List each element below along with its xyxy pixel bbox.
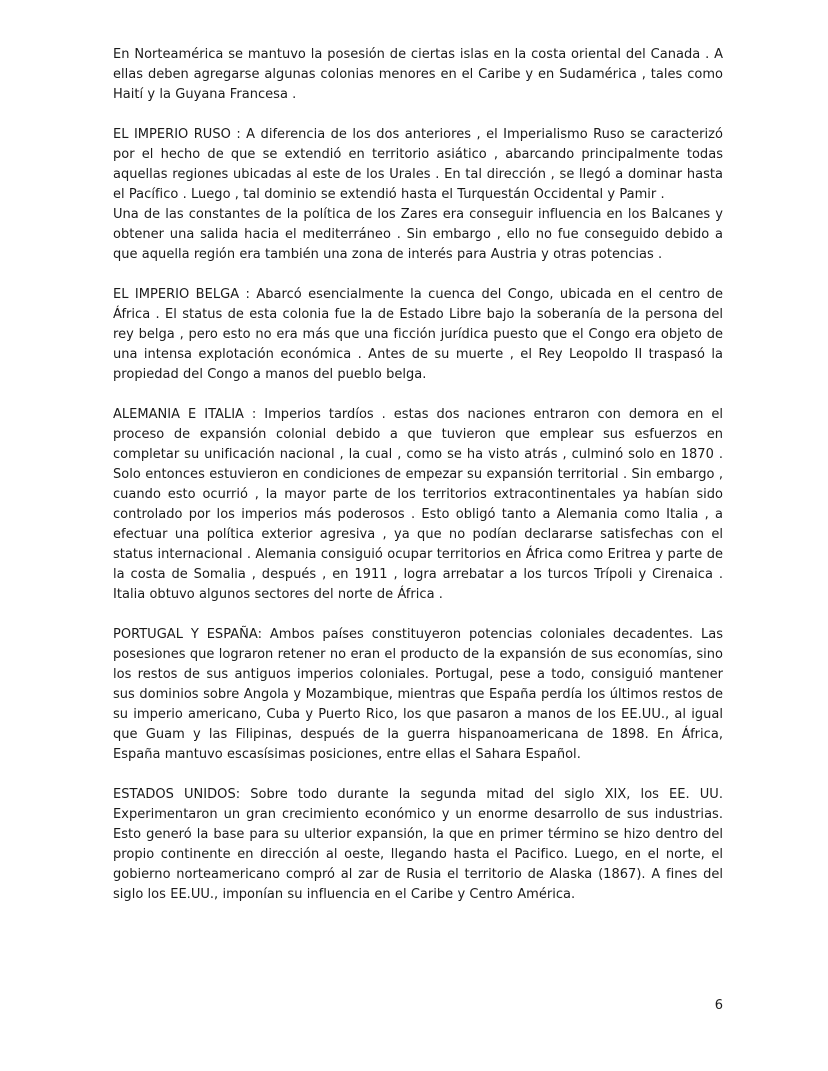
paragraph-norteamerica: En Norteamérica se mantuvo la posesión de ciertas islas en la costa oriental del Canada . A ellas deben agregarse algunas colonias menores en el Caribe y en Sudamérica , tales como Haití y la Guyana Francesa . (113, 47, 723, 102)
paragraph-imperio-ruso-b: Una de las constantes de la política de los Zares era conseguir influencia en los Balcanes y obtener una salida hacia el mediterráneo . Sin embargo , ello no fue conseguido debido a que aquella región era también una zona de interés para Austria y otras potencias . (113, 207, 723, 262)
page-number: 6 (714, 998, 723, 1013)
document-body (113, 45, 723, 905)
paragraph-portugal-espana: PORTUGAL Y ESPAÑA: Ambos países constituyeron potencias coloniales decadentes. Las posesiones que lograron retener no eran el producto de la expansión de sus economías, sino los restos de sus antiguos imperios coloniales. Portugal, pese a todo, consiguió mantener sus dominios sobre Angola y Mozambique, mientras que España perdía los últimos restos de su imperio americano, Cuba y Puerto Rico, los que pasaron a manos de los EE.UU., al igual que Guam y las Filipinas, después de la guerra hispanoamericana de 1898. En África, España mantuvo escasísimas posiciones, entre ellas el Sahara Español. (113, 627, 723, 762)
paragraph-imperio-belga: EL IMPERIO BELGA : Abarcó esencialmente la cuenca del Congo, ubicada en el centro de África . El status de esta colonia fue la de Estado Libre bajo la soberanía de la persona del rey belga , pero esto no era más que una ficción jurídica puesto que el Congo era objeto de una intensa explotación económica . Antes de su muerte , el Rey Leopoldo II traspasó la propiedad del Congo a manos del pueblo belga. (113, 287, 723, 382)
paragraph-imperio-ruso-a: EL IMPERIO RUSO : A diferencia de los dos anteriores , el Imperialismo Ruso se caracterizó por el hecho de que se extendió en territorio asiático , abarcando principalmente todas aquellas regiones ubicadas al este de los Urales . En tal dirección , se llegó a dominar hasta el Pacífico . Luego , tal dominio se extendió hasta el Turquestán Occidental y Pamir . (113, 127, 723, 202)
paragraph-alemania-italia: ALEMANIA E ITALIA : Imperios tardíos . estas dos naciones entraron con demora en el proceso de expansión colonial debido a que tuvieron que emplear sus esfuerzos en completar su unificación nacional , la cual , como se ha visto atrás , culminó solo en 1870 . Solo entonces estuvieron en condiciones de empezar su expansión territorial . Sin embargo , cuando esto ocurrió , la mayor parte de los territorios extracontinentales ya habían sido controlado por los imperios más poderosos . Esto obligó tanto a Alemania como Italia , a efectuar una política exterior agresiva , ya que no podían declararse satisfechas con el status internacional . Alemania consiguió ocupar territorios en África como Eritrea y parte de la costa de Somalia , después , en 1911 , logra arrebatar a los turcos Trípoli y Cirenaica . Italia obtuvo algunos sectores del norte de África . (113, 407, 723, 602)
paragraph-estados-unidos: ESTADOS UNIDOS: Sobre todo durante la segunda mitad del siglo XIX, los EE. UU. Experimentaron un gran crecimiento económico y un enorme desarrollo de sus industrias. Esto generó la base para su ulterior expansión, la que en primer término se hizo dentro del propio continente en dirección al oeste, llegando hasta el Pacifico. Luego, en el norte, el gobierno norteamericano compró al zar de Rusia el territorio de Alaska (1867). A fines del siglo los EE.UU., imponían su influencia en el Caribe y Centro América. (113, 787, 723, 902)
